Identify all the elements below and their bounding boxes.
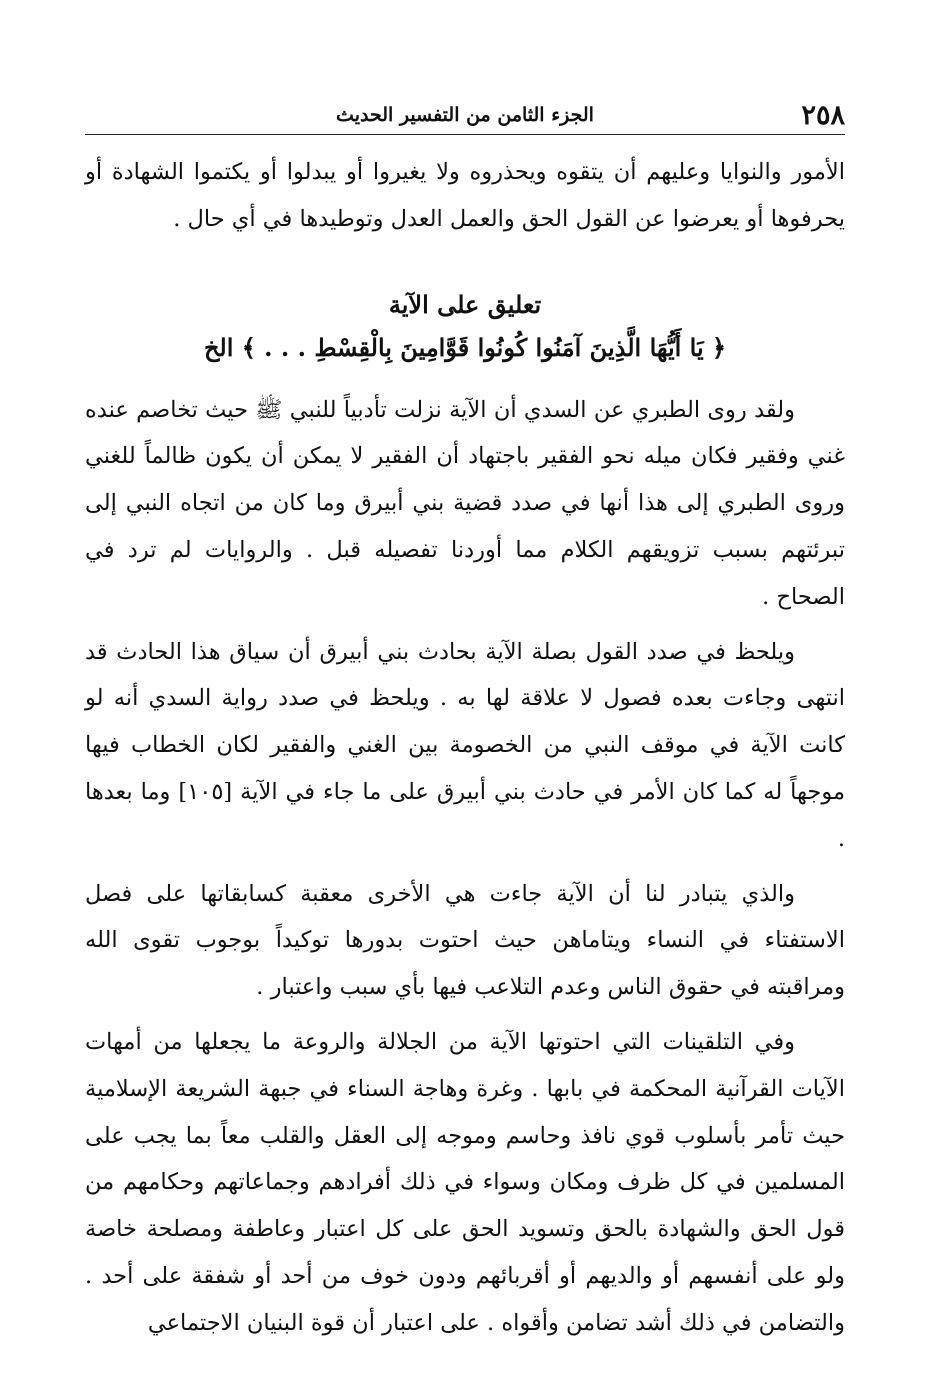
- paragraph: ويلحظ في صدد القول بصلة الآية بحادث بني أبيرق أن سياق هذا الحادث قد انتهى وجاءت بعده فصول لا علاقة لها به . ويلحظ في صدد رواية السدي أنه لو كانت الآية في موقف النبي من الخصومة بين الغني والفقير لكان الخطاب فيها موجهاً له كما كان الأمر في حادث بني أبيرق على ما جاء في الآية [١٠٥] وما بعدها .: [85, 638, 845, 852]
- book-page: [85, 92, 845, 1347]
- page-header: [85, 92, 845, 135]
- section-title: تعليق على الآية: [388, 289, 542, 319]
- quranic-verse: ﴿ يَا أَيُّهَا الَّذِينَ آمَنُوا كُونُوا قَوَّامِينَ بِالْقِسْطِ . . . ﴾ الخ: [203, 332, 727, 362]
- carry-over-paragraph: الأمور والنوايا وعليهم أن يتقوه ويحذروه ولا يغيروا أو يبدلوا أو يكتموا الشهادة أو يحرفوها أو يعرضوا عن القول الحق والعمل العدل وتوطيدها في أي حال .: [85, 159, 845, 232]
- paragraph: ولقد روى الطبري عن السدي أن الآية نزلت تأدبياً للنبي ﷺ حيث تخاصم عنده غني وفقير فكان ميله نحو الفقير باجتهاد أن الفقير لا يمكن أن يكون ظالماً للغني وروى الطبري إلى هذا أنها في صدد قضية بني أبيرق وما كان من اتجاه النبي إلى تبرئتهم بسبب تزويقهم الكلام مما أوردنا تفصيله قبل . والروايات لم ترد في الصحاح .: [85, 396, 845, 610]
- paragraph: والذي يتبادر لنا أن الآية جاءت هي الأخرى معقبة كسابقاتها على فصل الاستفتاء في النساء ويتاماهن حيث احتوت بدورها توكيداً بوجوب تقوى الله ومراقبته في حقوق الناس وعدم التلاعب فيها بأي سبب واعتبار .: [85, 880, 845, 1001]
- page-number: ٢٥٨: [801, 100, 845, 131]
- running-title: الجزء الثامن من التفسير الحديث: [336, 104, 594, 126]
- paragraph: وفي التلقينات التي احتوتها الآية من الجلالة والروعة ما يجعلها من أمهات الآيات القرآنية المحكمة في بابها . وغرة وهاجة السناء في جبهة الشريعة الإسلامية حيث تأمر بأسلوب قوي نافذ وحاسم وموجه إلى العقل والقلب معاً بما يجب على المسلمين في كل ظرف ومكان وسواء في ذلك أفرادهم وجماعاتهم وحكامهم من قول الحق والشهادة بالحق وتسويد الحق على كل اعتبار وعاطفة ومصلحة خاصة ولو على أنفسهم أو والديهم أو أقربائهم ودون خوف من أحد أو شفقة على أحد . والتضامن في ذلك أشد تضامن وأقواه . على اعتبار أن قوة البنيان الاجتماعي: [85, 1028, 845, 1336]
- section-heading: [85, 285, 845, 371]
